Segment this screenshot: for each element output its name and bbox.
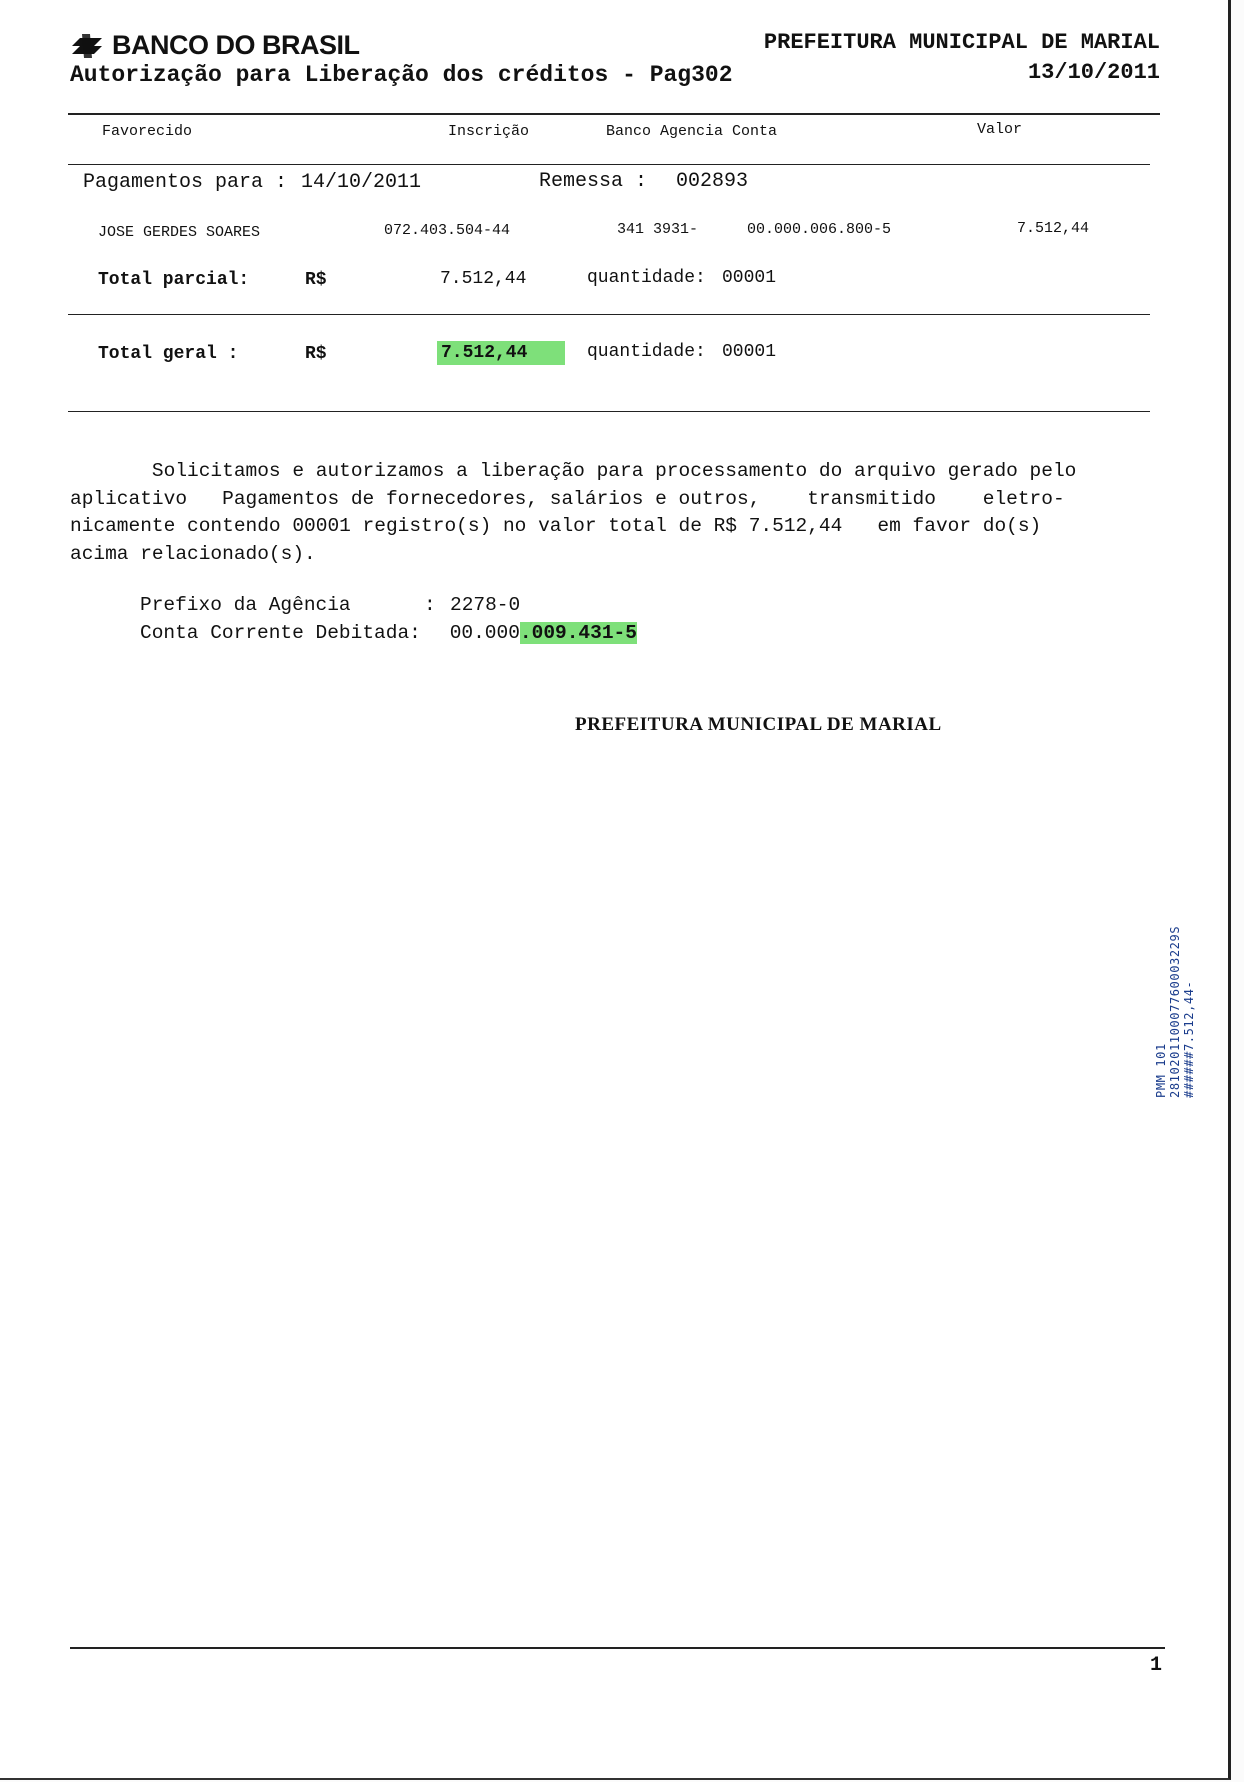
row-inscricao: 072.403.504-44	[384, 222, 511, 239]
paragraph-line: aplicativo Pagamentos de fornecedores, salários e outros, transmitido eletro-	[70, 487, 1065, 510]
partial-divider	[68, 314, 1150, 315]
signature-organization: PREFEITURA MUNICIPAL DE MARIAL	[575, 714, 942, 735]
agency-prefix-label: Prefixo da Agência	[140, 594, 351, 616]
col-header-banco-agencia-conta: Banco Agencia Conta	[606, 123, 778, 140]
debit-account-value-start: 00.000	[438, 622, 520, 644]
payment-date: 14/10/2011	[301, 171, 422, 194]
agency-prefix-value: 2278-0	[450, 594, 521, 616]
header-divider	[68, 113, 1160, 115]
header-date: 13/10/2011	[1027, 60, 1160, 85]
debit-account-label: Conta Corrente Debitada:	[140, 622, 421, 644]
grand-total-label: Total geral :	[98, 344, 239, 364]
partial-total-label: Total parcial:	[98, 270, 250, 290]
col-header-favorecido: Favorecido	[102, 123, 193, 140]
footer-divider	[70, 1647, 1165, 1649]
columns-divider	[68, 164, 1150, 165]
remessa-label: Remessa :	[539, 170, 648, 193]
row-banco-agencia: 341 3931-	[617, 221, 699, 238]
authorization-paragraph	[70, 458, 1150, 568]
bank-logo	[70, 30, 360, 61]
bank-logo-icon	[70, 32, 104, 60]
partial-qty: 00001	[722, 268, 777, 288]
partial-qty-label: quantidade:	[587, 268, 706, 288]
row-favorecido: JOSE GERDES SOARES	[98, 224, 261, 241]
totals-divider	[68, 411, 1150, 412]
row-conta: 00.000.006.800-5	[747, 221, 892, 238]
grand-qty-label: quantidade:	[587, 342, 706, 362]
col-header-valor: Valor	[977, 121, 1023, 138]
document-title: Autorização para Liberação dos créditos - Pag302	[70, 62, 733, 88]
paragraph-line: acima relacionado(s).	[70, 542, 316, 565]
partial-total-value: 7.512,44	[440, 269, 527, 289]
agency-prefix-separator: :	[424, 594, 448, 616]
partial-total-currency: R$	[305, 270, 327, 290]
remessa-number: 002893	[676, 170, 749, 193]
paragraph-line: Solicitamos e autorizamos a liberação para processamento do arquivo gerado pelo	[70, 460, 1077, 482]
grand-qty: 00001	[722, 342, 777, 362]
debit-account-value-highlight: .009.431-5	[519, 622, 637, 644]
payment-date-label: Pagamentos para :	[83, 171, 288, 194]
header-organization: PREFEITURA MUNICIPAL DE MARIAL	[763, 30, 1160, 55]
col-header-inscricao: Inscrição	[448, 123, 530, 140]
side-stamp: PMM 101 281020110007760003229S ######7.512,44-	[1154, 925, 1196, 1098]
bank-name: BANCO DO BRASIL	[112, 30, 360, 60]
grand-total-currency: R$	[305, 344, 327, 364]
paragraph-line: nicamente contendo 00001 registro(s) no valor total de R$ 7.512,44 em favor do(s)	[70, 515, 1042, 537]
page-number: 1	[1150, 1654, 1163, 1677]
grand-total-value: 7.512,44	[437, 341, 565, 365]
debit-account-value	[438, 622, 637, 644]
row-valor: 7.512,44	[1017, 220, 1090, 237]
